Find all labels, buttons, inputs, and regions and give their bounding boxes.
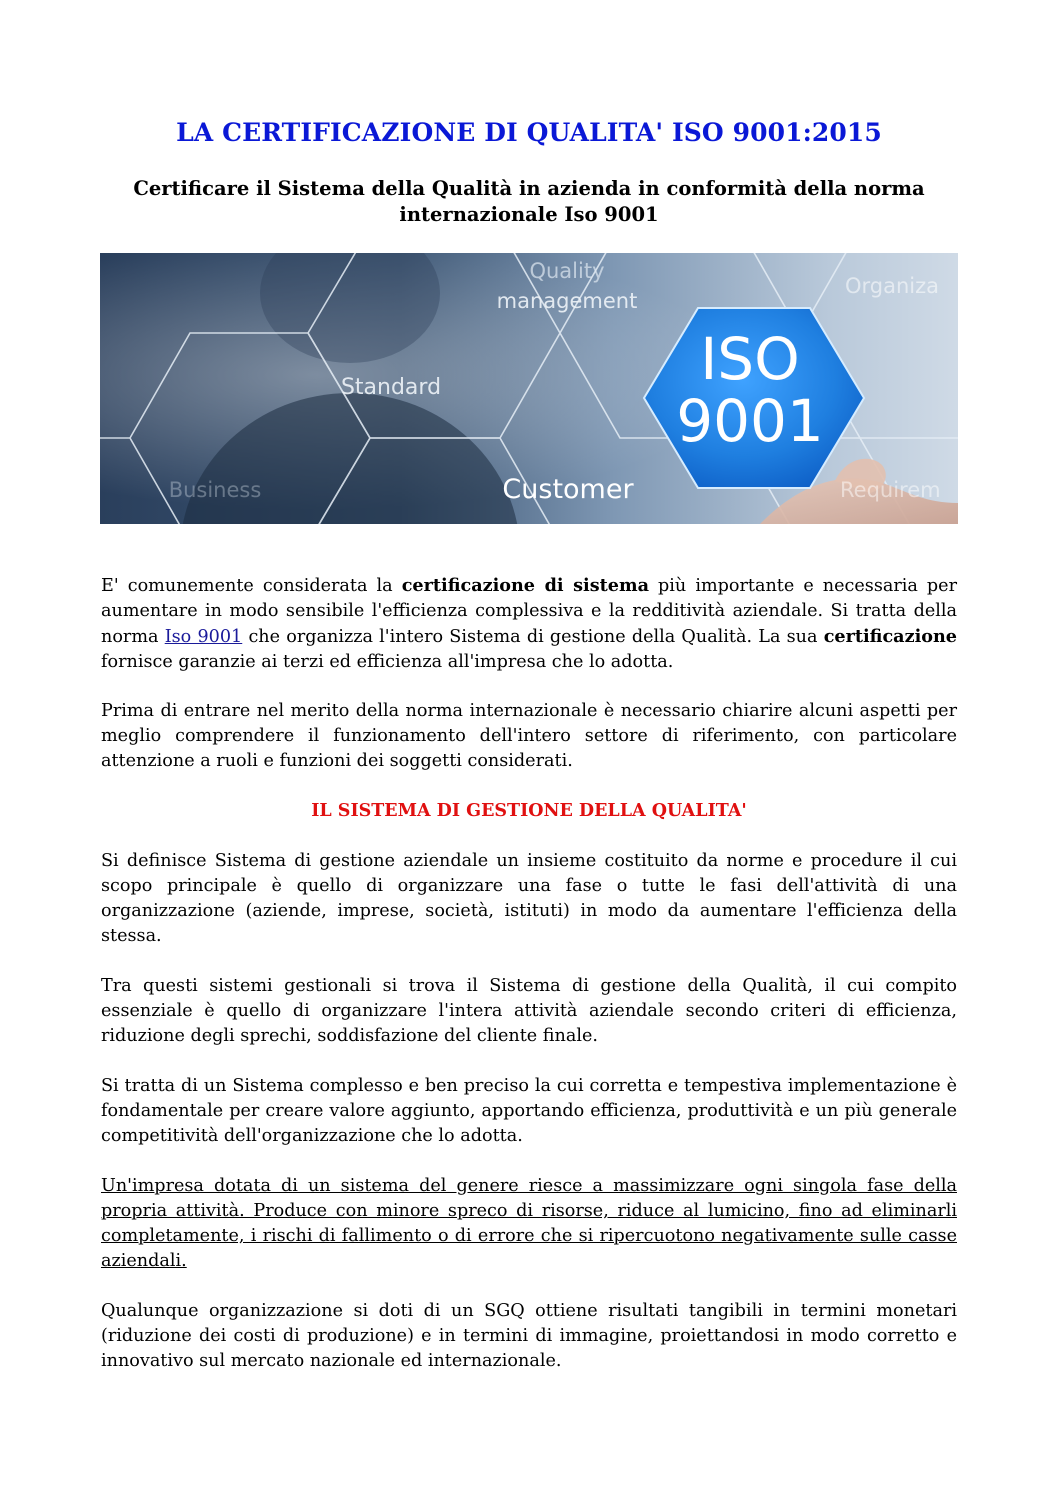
hero-label-management: management <box>496 289 638 313</box>
paragraph-intro-text-4: fornisce garanzie ai terzi ed efficienza all'impresa che lo adotta. <box>101 652 674 672</box>
hero-label-business: Business <box>168 478 262 502</box>
hero-label-9001: 9001 <box>676 387 824 455</box>
iso-9001-link[interactable]: Iso 9001 <box>164 627 243 647</box>
hero-label-quality: Quality <box>529 259 605 283</box>
iso-9001-hero-image <box>100 253 958 524</box>
paragraph-intro-bold-2: certificazione <box>823 626 957 647</box>
hero-label-organization: Organiza <box>845 274 940 298</box>
document-title: LA CERTIFICAZIONE DI QUALITA' ISO 9001:2015 <box>176 118 882 147</box>
paragraph-intro-text-2: più importante e necessaria per aumentare in modo sensibile l'efficienza complessiva e la redditività aziendale. Si tratta della norma <box>101 576 958 647</box>
document-subtitle: Certificare il Sistema della Qualità in azienda in conformità della norma internazionale Iso 9001 <box>133 177 925 226</box>
hero-illustration <box>100 253 958 524</box>
paragraph-intro <box>101 573 957 675</box>
paragraph-quality-system: Tra questi sistemi gestionali si trova il Sistema di gestione della Qualità, il cui compito essenziale è quello di organizzare l'intera attività aziendale secondo criteri di efficienza, riduzione degli sprechi, soddisfazione del cliente finale. <box>101 976 957 1046</box>
section-heading-quality-system: IL SISTEMA DI GESTIONE DELLA QUALITA' <box>311 801 747 821</box>
hero-label-customer: Customer <box>502 474 634 505</box>
paragraph-premise: Prima di entrare nel merito della norma internazionale è necessario chiarire alcuni aspetti per meglio comprendere il funzionamento dell'intero settore di riferimento, con particolare attenzione a ruoli e funzioni dei soggetti considerati. <box>101 701 957 771</box>
paragraph-intro-text-3: che organizza l'intero Sistema di gestione della Qualità. La sua <box>242 627 824 647</box>
paragraph-sgq: Qualunque organizzazione si doti di un SGQ ottiene risultati tangibili in termini monetari (riduzione dei costi di produzione) e in termini di immagine, proiettandosi in modo corretto e innovativo sul mercato nazionale ed internazionale. <box>101 1301 957 1371</box>
paragraph-underlined: Un'impresa dotata di un sistema del genere riesce a massimizzare ogni singola fase della propria attività. Produce con minore spreco di risorse, riduce al lumicino, fino ad eliminarli completamente, i rischi di fallimento o di errore che si ripercuotono negativamente sulle casse aziendali. <box>101 1176 957 1271</box>
hero-label-iso: ISO <box>700 325 800 393</box>
hero-label-standard: Standard <box>340 375 442 400</box>
paragraph-complex-system: Si tratta di un Sistema complesso e ben preciso la cui corretta e tempestiva implementazione è fondamentale per creare valore aggiunto, apportando efficienza, produttività e un più generale competitività dell'organizzazione che lo adotta. <box>101 1076 957 1146</box>
hero-label-requirements: Requirem <box>840 478 941 502</box>
paragraph-intro-text-1: E' comunemente considerata la <box>101 576 402 596</box>
paragraph-definition: Si definisce Sistema di gestione aziendale un insieme costituito da norme e procedure il cui scopo principale è quello di organizzare una fase o tutte le fasi dell'attività di una organizzazione (aziende, imprese, società, istituti) in modo da aumentare l'efficienza della stessa. <box>101 851 957 946</box>
paragraph-intro-bold-1: certificazione di sistema <box>401 575 649 596</box>
